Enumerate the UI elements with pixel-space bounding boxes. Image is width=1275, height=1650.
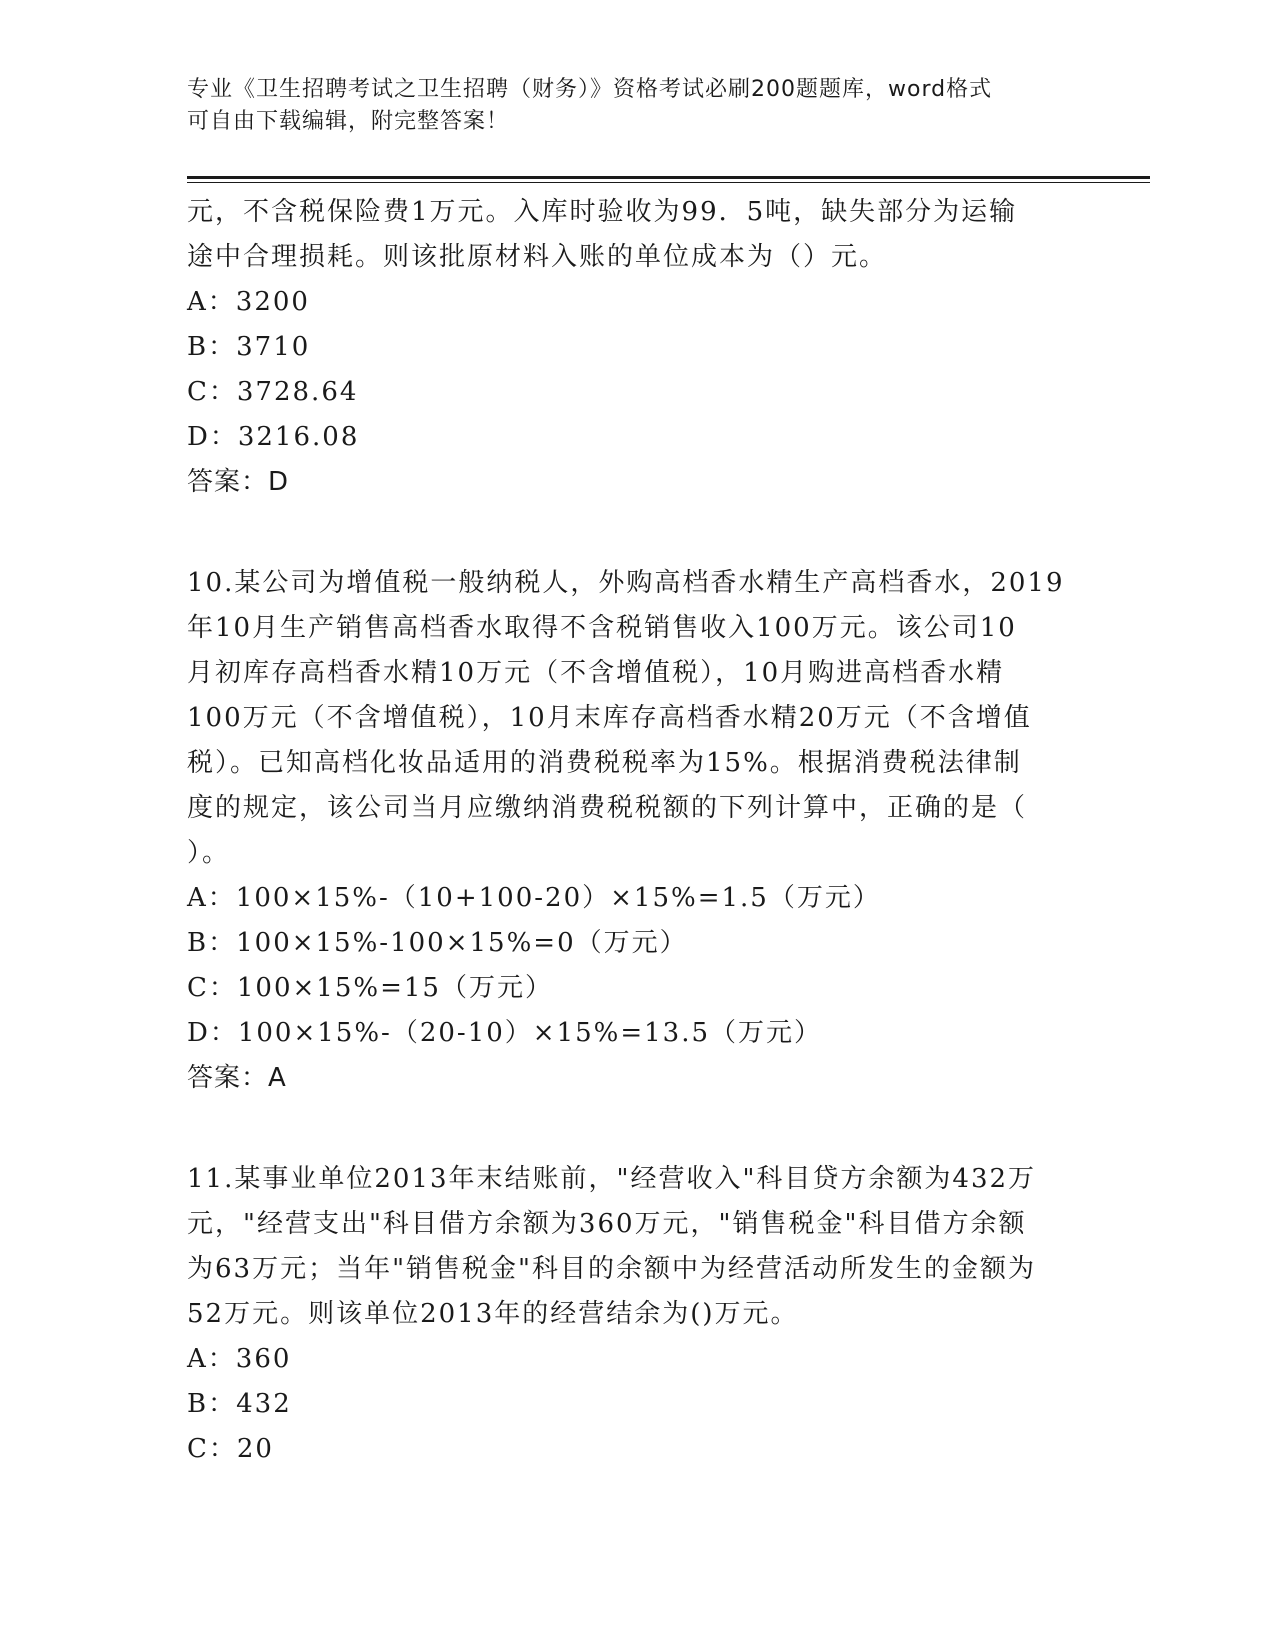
question-text-line: 100万元（不含增值税），10月末库存高档香水精20万元（不含增值 xyxy=(187,703,1032,733)
question-text-line: 为63万元；当年"销售税金"科目的余额中为经营活动所发生的金额为 xyxy=(187,1254,1037,1284)
header-line-2: 可自由下载编辑，附完整答案！ xyxy=(187,109,510,134)
option-c: C：3728.64 xyxy=(187,377,359,407)
header-divider-thin xyxy=(187,182,1150,183)
option-a: A：3200 xyxy=(187,287,310,317)
option-c: C：100×15%=15（万元） xyxy=(187,973,553,1003)
question-text-line: 年10月生产销售高档香水取得不含税销售收入100万元。该公司10 xyxy=(187,613,1017,643)
header-line-1: 专业《卫生招聘考试之卫生招聘（财务）》资格考试必刷200题题库，word格式 xyxy=(187,77,993,102)
question-content xyxy=(187,190,1087,1472)
question-text-line: 度的规定，该公司当月应缴纳消费税税额的下列计算中，正确的是（ xyxy=(187,793,1028,823)
spacer xyxy=(187,505,1087,561)
question-text-line: ）。 xyxy=(187,838,231,868)
option-b: B：3710 xyxy=(187,332,311,362)
question-text-line: 途中合理损耗。则该批原材料入账的单位成本为（）元。 xyxy=(187,242,888,272)
option-d: D：3216.08 xyxy=(187,422,360,452)
question-text-line: 月初库存高档香水精10万元（不含增值税），10月购进高档香水精 xyxy=(187,658,1005,688)
option-d: D：100×15%-（20-10）×15%=13.5（万元） xyxy=(187,1018,823,1048)
answer-label: 答案：A xyxy=(187,1063,287,1093)
question-11 xyxy=(187,1157,1087,1472)
option-b: B：432 xyxy=(187,1389,292,1419)
question-text-line: 10.某公司为增值税一般纳税人，外购高档香水精生产高档香水，2019 xyxy=(187,568,1065,598)
option-a: A：360 xyxy=(187,1344,292,1374)
question-text-line: 元，不含税保险费1万元。入库时验收为99．5吨，缺失部分为运输 xyxy=(187,197,1018,227)
question-text-line: 税）。已知高档化妆品适用的消费税税率为15%。根据消费税法律制 xyxy=(187,748,1022,778)
document-header xyxy=(187,74,1067,138)
question-text-line: 52万元。则该单位2013年的经营结余为()万元。 xyxy=(187,1299,799,1329)
option-b: B：100×15%-100×15%=0（万元） xyxy=(187,928,688,958)
option-a: A：100×15%-（10+100-20）×15%=1.5（万元） xyxy=(187,883,881,913)
question-9-continued xyxy=(187,190,1087,505)
option-c: C：20 xyxy=(187,1434,274,1464)
question-text-line: 11.某事业单位2013年末结账前，"经营收入"科目贷方余额为432万 xyxy=(187,1164,1037,1194)
question-10 xyxy=(187,561,1087,1101)
question-text-line: 元，"经营支出"科目借方余额为360万元，"销售税金"科目借方余额 xyxy=(187,1209,1027,1239)
answer-label: 答案：D xyxy=(187,467,290,497)
header-divider-thick xyxy=(187,176,1150,179)
spacer xyxy=(187,1101,1087,1157)
